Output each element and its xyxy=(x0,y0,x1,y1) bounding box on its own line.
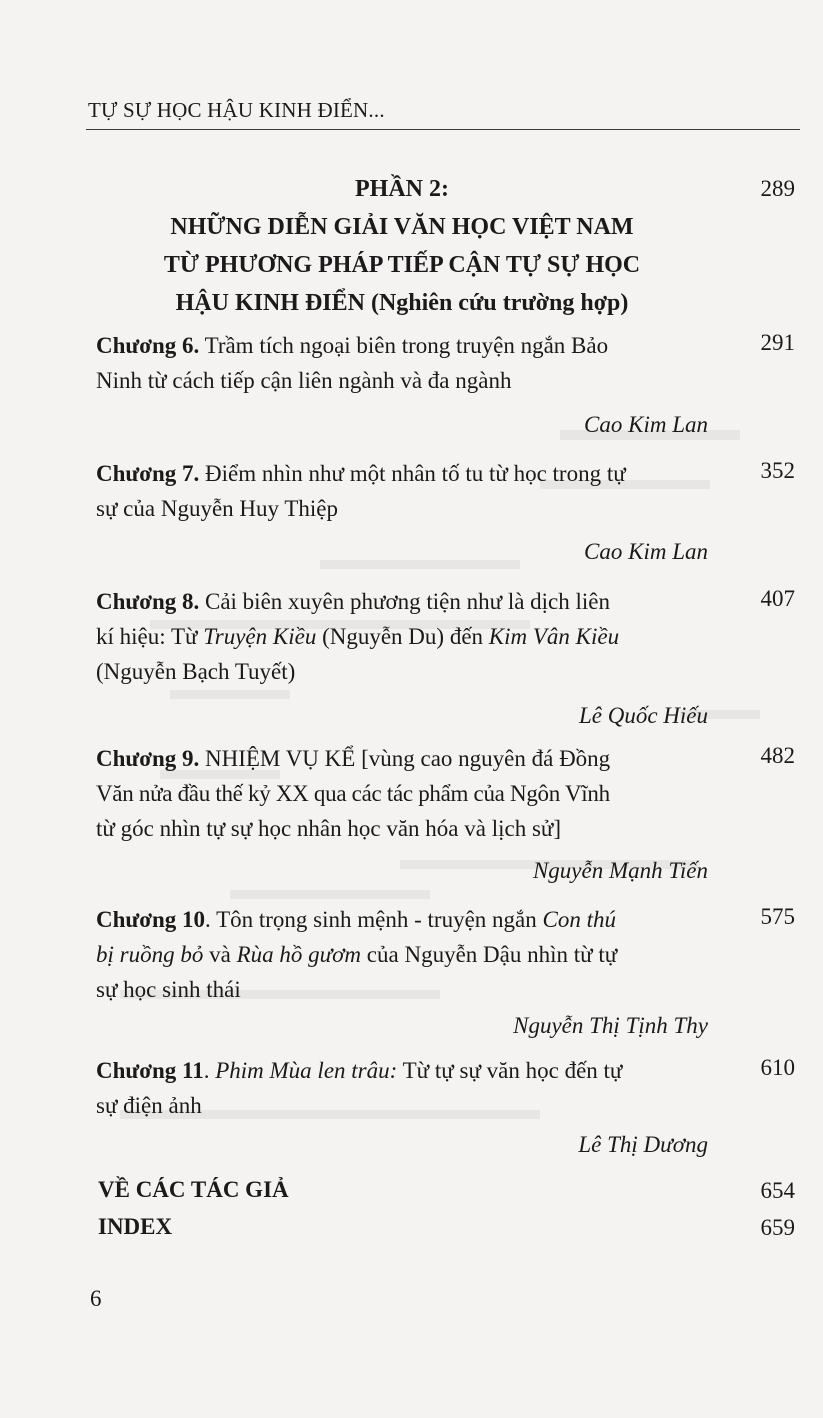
page-number: 6 xyxy=(90,1286,102,1311)
chapter-title: Trầm tích ngoại biên trong truyện ngắn Bảo xyxy=(204,333,609,358)
chapter-9-author: Nguyễn Mạnh Tiến xyxy=(532,858,708,883)
chapter-8-page: 407 xyxy=(760,586,795,611)
chapter-10-page: 575 xyxy=(760,904,795,929)
part-line: NHỮNG DIỄN GIẢI VĂN HỌC VIỆT NAM xyxy=(170,214,634,240)
toc-entry-chapter-8[interactable] xyxy=(96,584,708,689)
chapter-title: Từ tự sự văn học đến tự xyxy=(397,1058,623,1083)
part-line: HẬU KINH ĐIỂN (Nghiên cứu trường hợp) xyxy=(175,290,629,316)
chapter-title: Cải biên xuyên phương tiện như là dịch liên xyxy=(204,589,610,614)
toc-entry-chapter-10[interactable] xyxy=(96,902,708,1007)
chapter-title-cont: của Nguyễn Dậu nhìn từ tự xyxy=(361,942,618,967)
index-page: 659 xyxy=(760,1215,795,1240)
chapter-title-cont: sự của Nguyễn Huy Thiệp xyxy=(96,496,338,521)
work-title: Truyện Kiều xyxy=(203,624,317,649)
chapter-10-author: Nguyễn Thị Tịnh Thy xyxy=(513,1013,708,1038)
work-title: bị ruồng bỏ xyxy=(96,942,204,967)
part-line: PHẦN 2: xyxy=(355,176,449,202)
header-rule xyxy=(86,129,800,130)
chapter-label: Chương 11 xyxy=(96,1058,204,1083)
chapter-label: Chương 6. xyxy=(96,333,200,358)
chapter-title-cont: và xyxy=(203,942,237,967)
toc-entry-chapter-7[interactable] xyxy=(96,456,708,526)
work-title: Kim Vân Kiều xyxy=(488,624,620,649)
toc-entry-index[interactable]: INDEX xyxy=(98,1214,173,1239)
chapter-title-cont: kí hiệu: Từ xyxy=(96,624,204,649)
chapter-title-cont: (Nguyễn Bạch Tuyết) xyxy=(96,659,296,684)
part-line: TỪ PHƯƠNG PHÁP TIẾP CẬN TỰ SỰ HỌC xyxy=(163,252,641,278)
toc-entry-chapter-9[interactable] xyxy=(96,741,708,846)
chapter-title-cont: sự học sinh thái xyxy=(96,977,241,1002)
chapter-6-page: 291 xyxy=(760,330,795,355)
chapter-title-cont: từ góc nhìn tự sự học nhân học văn hóa và lịch sử] xyxy=(96,816,562,841)
chapter-7-author: Cao Kim Lan xyxy=(584,539,708,564)
chapter-8-author: Lê Quốc Hiếu xyxy=(578,703,708,728)
chapter-label: Chương 9. xyxy=(96,746,200,771)
toc-entry-chapter-6[interactable] xyxy=(96,328,708,398)
part-heading xyxy=(96,170,708,322)
chapter-title: Điểm nhìn như một nhân tố tu từ học trong tự xyxy=(204,461,626,486)
chapter-title-cont: Văn nửa đầu thế kỷ XX qua các tác phẩm của Ngôn Vĩnh xyxy=(96,781,610,806)
running-head: TỰ SỰ HỌC HẬU KINH ĐIỂN... xyxy=(88,98,385,122)
about-authors-page: 654 xyxy=(760,1178,795,1203)
chapter-11-author: Lê Thị Dương xyxy=(578,1132,708,1157)
chapter-11-page: 610 xyxy=(760,1055,795,1080)
toc-entry-chapter-11[interactable] xyxy=(96,1053,708,1123)
part-page-number: 289 xyxy=(760,176,795,201)
chapter-title-cont: Ninh từ cách tiếp cận liên ngành và đa ngành xyxy=(96,368,512,393)
work-title: Phim Mùa len trâu: xyxy=(215,1058,398,1083)
work-title: Con thú xyxy=(542,907,616,932)
chapter-title-cont: sự điện ảnh xyxy=(96,1093,202,1118)
chapter-7-page: 352 xyxy=(760,458,795,483)
chapter-9-page: 482 xyxy=(760,743,795,768)
chapter-6-author: Cao Kim Lan xyxy=(584,412,708,437)
chapter-title: . Tôn trọng sinh mệnh - truyện ngắn xyxy=(204,907,543,932)
chapter-title-cont: (Nguyễn Du) đến xyxy=(316,624,489,649)
chapter-label: Chương 10 xyxy=(96,907,205,932)
chapter-title: . xyxy=(203,1058,216,1083)
toc-entry-about-authors[interactable]: VỀ CÁC TÁC GIẢ xyxy=(98,1177,289,1202)
work-title: Rùa hồ gươm xyxy=(236,942,362,967)
chapter-label: Chương 7. xyxy=(96,461,200,486)
chapter-title: NHIỆM VỤ KỂ [vùng cao nguyên đá Đồng xyxy=(204,746,611,771)
chapter-label: Chương 8. xyxy=(96,589,200,614)
